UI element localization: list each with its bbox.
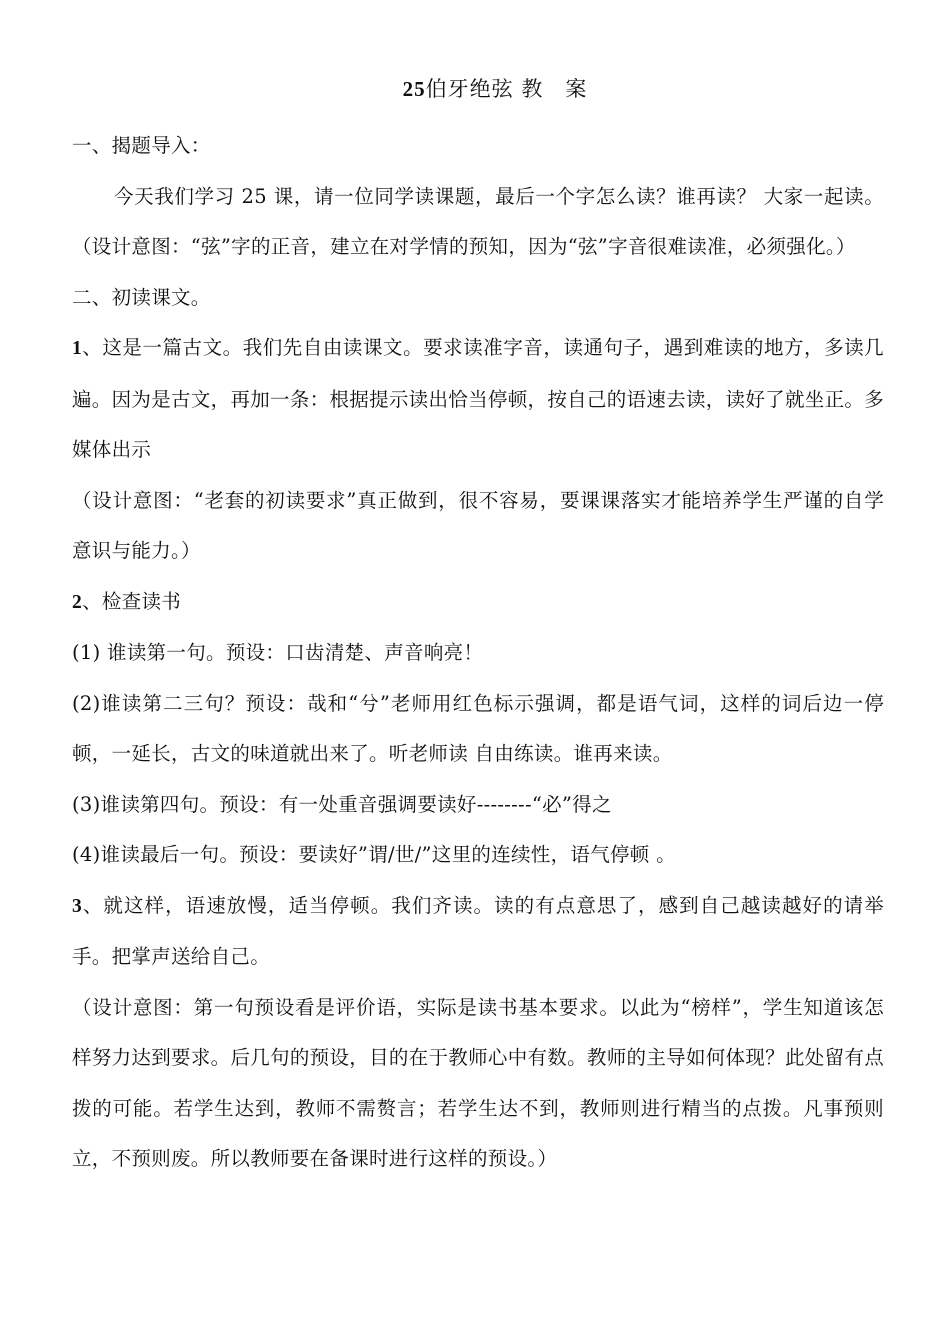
item-3-text: 、就这样，语速放慢，适当停顿。我们齐读。读的有点意思了，感到自己越读越好的请举手。把掌声送给自己。 [72,893,884,968]
item-3-design-note: （设计意图：第一句预设看是评价语，实际是读书基本要求。以此为“榜样”，学生知道该怎样努力达到要求。后几句的预设，目的在于教师心中有数。教师的主导如何体现？此处留有点拨的可能。若学生达到，教师不需赘言；若学生达不到，教师则进行精当的点拨。凡事预则立，不预则废。所以教师要在备课时进行这样的预设。） [72,995,884,1170]
section-1-heading: 一、揭题导入： [72,134,211,157]
item-3-number: 3 [72,895,83,917]
section-1-paragraph: 今天我们学习 25 课，请一位同学读课题，最后一个字怎么读？谁再读？ 大家一起读。 （设计意图：“弦”字的正音，建立在对学情的预知，因为“弦”字音很难读准，必须强化。） [72,184,884,258]
document-title [0,74,950,104]
item-1-paragraph [72,323,884,476]
item-3-paragraph [72,881,884,983]
title-number: 25 [402,77,426,101]
document-body [72,121,884,1185]
sub-item-2: (2)谁读第二三句？预设：哉和“兮”老师用红色标示强调，都是语气词，这样的词后边一停顿，一延长，古文的味道就出来了。听老师读 自由练读。谁再来读。 [72,691,884,765]
item-2-number: 2 [72,591,83,613]
title-text: 伯牙绝弦 教 案 [425,77,588,101]
item-2-paragraph [72,577,884,629]
sub-item-4: (4)谁读最后一句。预设：要读好”谓/世/”这里的连续性，语气停顿 。 [72,843,676,866]
item-2-text: 、检查读书 [82,589,182,613]
item-1-design-note: （设计意图：“老套的初读要求”真正做到，很不容易，要课课落实才能培养学生严谨的自学意识与能力。） [72,488,884,562]
sub-item-1: (1) 谁读第一句。预设：口齿清楚、声音响亮！ [72,641,484,664]
section-2-heading: 二、初读课文。 [72,285,211,309]
item-1-text: 、这是一篇古文。我们先自由读课文。要求读准字音，读通句子，遇到难读的地方，多读几遍。因为是古文，再加一条：根据提示读出恰当停顿，按自己的语速去读，读好了就坐正。多媒体出示 [72,336,884,461]
sub-item-3: (3)谁读第四句。预设：有一处重音强调要读好--------“必”得之 [72,792,612,816]
item-1-number: 1 [72,338,83,359]
